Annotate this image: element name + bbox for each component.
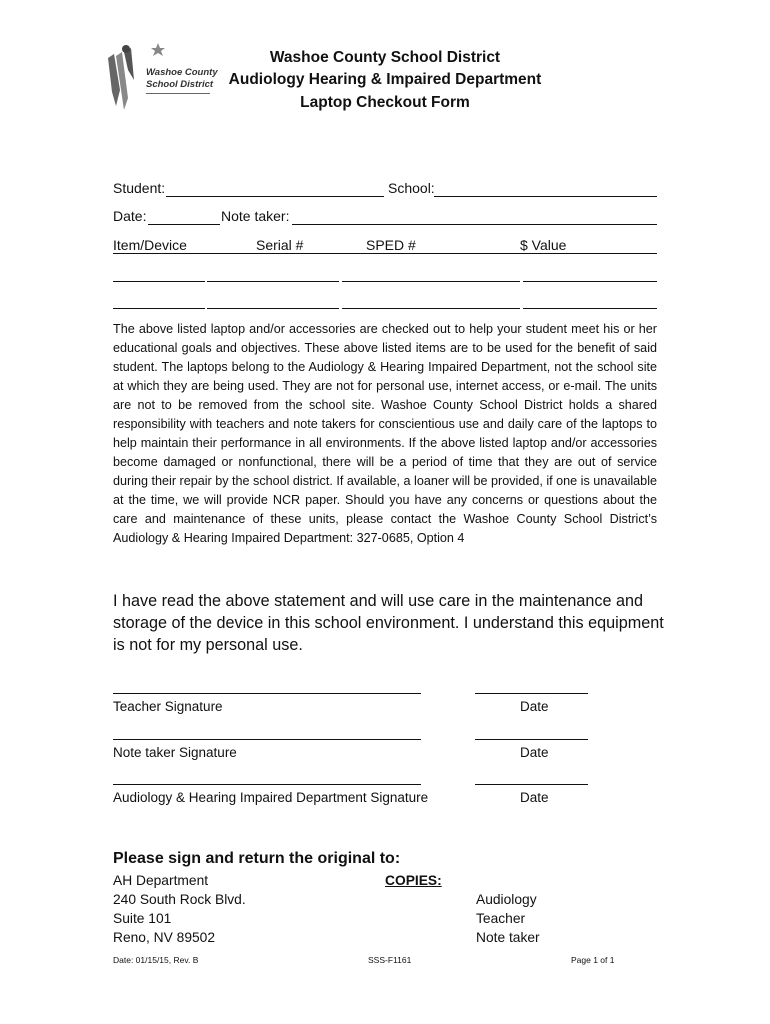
copy-recipient: Audiology xyxy=(476,892,537,907)
copy-recipient: Note taker xyxy=(476,930,540,945)
department-signature-label: Audiology & Hearing Impaired Department Signature xyxy=(113,790,429,805)
row1-item-line[interactable] xyxy=(113,281,205,282)
address-line: 240 South Rock Blvd. xyxy=(113,892,246,907)
policy-paragraph: The above listed laptop and/or accessories are checked out to help your student meet his or her educational goals and objectives. These above listed items are to be used for the benefit of said student. The laptops belong to the Audiology & Hearing Impaired Department, not the school site at which they are being used. They are not for personal use, internet access, or e-mail. The units are not to be removed from the school site. Washoe County School District holds a shared responsibility with teachers and note takers for conscientious use and daily care of the laptops to help maintain their performance in all environments. If the above listed laptop and/or accessories become damaged or nonfunctional, there will be a period of time that they are out of service during their repair by the school district. If available, a loaner will be provided, if one is unavailable at the time, we will provide NCR paper. Should you have any concerns or questions about the care and maintenance of these units, please contact the Washoe County School District’s Audiology & Hearing Impaired Department: 327-0685, Option 4 xyxy=(113,322,657,545)
address-line: Reno, NV 89502 xyxy=(113,930,216,945)
department-date-label: Date xyxy=(520,790,549,805)
copy-recipient: Teacher xyxy=(476,911,526,926)
logo-line-1: Washoe County xyxy=(146,67,218,78)
note-taker-date-line[interactable] xyxy=(475,739,588,740)
student-input-line[interactable] xyxy=(166,196,384,197)
teacher-date-label: Date xyxy=(520,699,549,714)
student-label: Student: xyxy=(113,180,166,196)
logo-line-2: School District xyxy=(146,79,214,90)
row1-value-line[interactable] xyxy=(523,281,657,282)
department-date-line[interactable] xyxy=(475,784,588,785)
copies-list xyxy=(476,890,540,947)
column-item-device: Item/Device xyxy=(113,237,187,253)
header-department: Audiology Hearing & Impaired Department xyxy=(228,71,542,88)
date-label: Date: xyxy=(113,208,147,224)
date-input-line[interactable] xyxy=(148,224,220,225)
note-taker-input-line[interactable] xyxy=(292,224,657,225)
column-value: $ Value xyxy=(520,237,567,253)
school-label: School: xyxy=(388,180,435,196)
column-sped: SPED # xyxy=(366,237,416,253)
row2-serial-line[interactable] xyxy=(207,308,339,309)
note-taker-signature-line[interactable] xyxy=(113,739,421,740)
address-line: AH Department xyxy=(113,873,209,888)
note-taker-signature-label: Note taker Signature xyxy=(113,745,237,760)
row1-sped-line[interactable] xyxy=(342,281,520,282)
note-taker-date-label: Date xyxy=(520,745,549,760)
column-serial: Serial # xyxy=(256,237,304,253)
header-district: Washoe County School District xyxy=(269,49,501,66)
note-taker-label: Note taker: xyxy=(221,208,290,224)
row2-item-line[interactable] xyxy=(113,308,205,309)
footer-revision-date: Date: 01/15/15, Rev. B xyxy=(113,955,199,965)
school-input-line[interactable] xyxy=(434,196,657,197)
header-form-title: Laptop Checkout Form xyxy=(300,94,470,111)
teacher-date-line[interactable] xyxy=(475,693,588,694)
address-line: Suite 101 xyxy=(113,911,172,926)
row2-value-line[interactable] xyxy=(523,308,657,309)
footer-form-number: SSS-F1161 xyxy=(368,955,412,965)
row2-sped-line[interactable] xyxy=(342,308,520,309)
return-address xyxy=(113,871,246,947)
return-title: Please sign and return the original to: xyxy=(113,850,401,867)
department-signature-line[interactable] xyxy=(113,784,421,785)
copies-label: COPIES: xyxy=(385,873,442,888)
row1-serial-line[interactable] xyxy=(207,281,339,282)
teacher-signature-line[interactable] xyxy=(113,693,421,694)
acknowledgement-statement: I have read the above statement and will use care in the maintenance and storage of the device in this school environment. I understand this equipment is not for my personal use. xyxy=(113,592,664,654)
footer-page-number: Page 1 of 1 xyxy=(571,955,615,965)
column-header-underline xyxy=(113,253,657,254)
teacher-signature-label: Teacher Signature xyxy=(113,699,223,714)
